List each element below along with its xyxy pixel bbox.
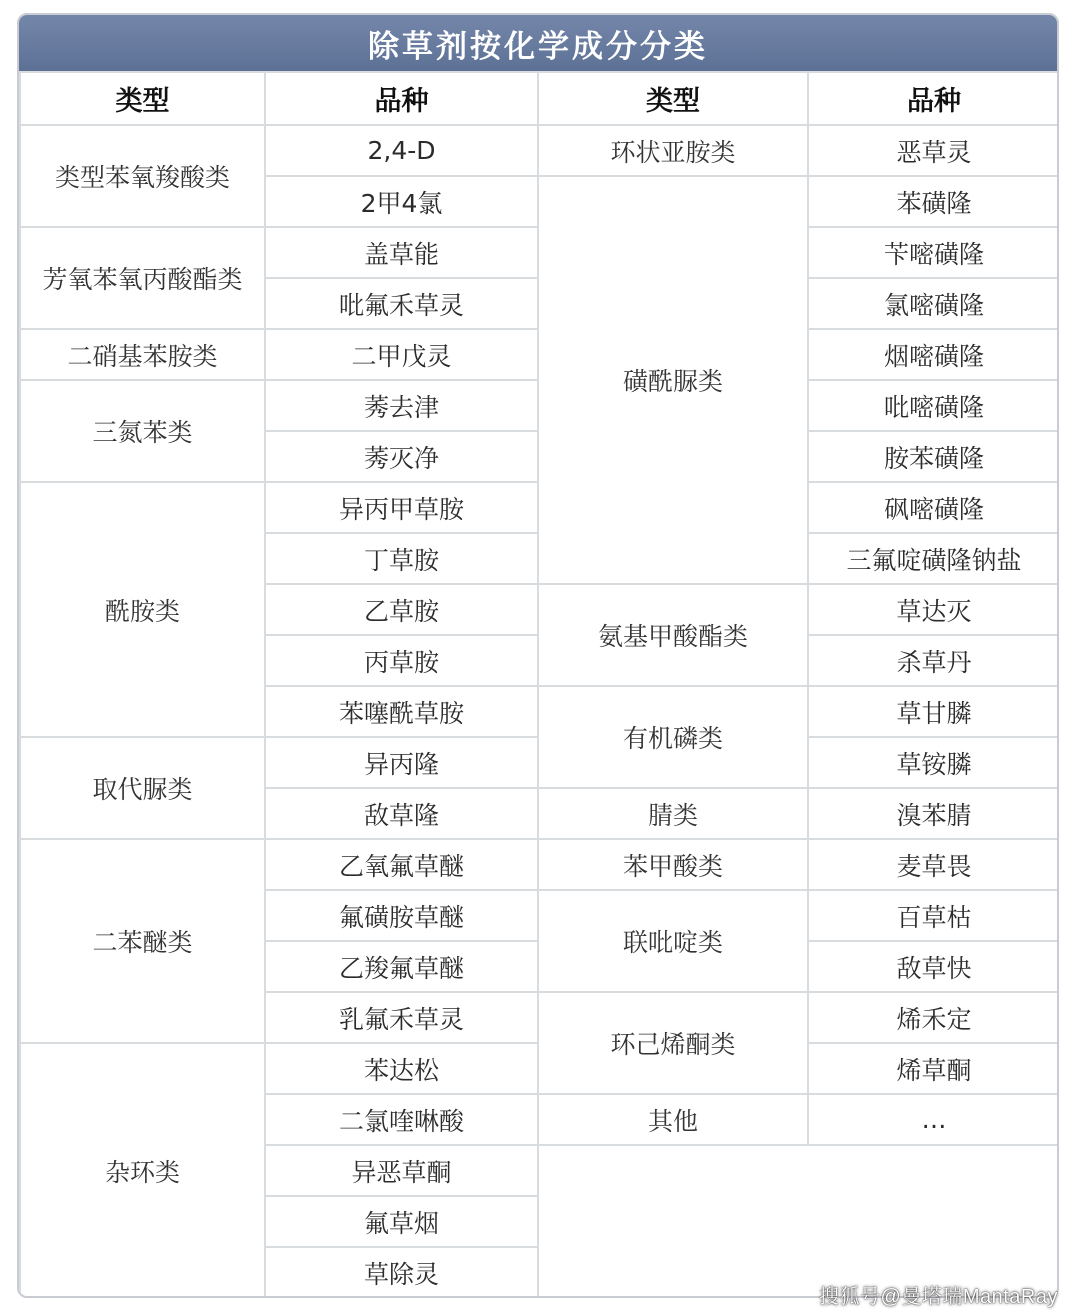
category-cell-right: 腈类 (538, 788, 808, 839)
variety-cell-right: 烟嘧磺隆 (808, 329, 1059, 380)
category-cell-left: 三氮苯类 (20, 380, 265, 482)
category-cell-left: 二苯醚类 (20, 839, 265, 1043)
variety-cell-left: 苯噻酰草胺 (265, 686, 538, 737)
variety-cell-right: 溴苯腈 (808, 788, 1059, 839)
header-variety-2: 品种 (808, 72, 1059, 125)
table-row (20, 839, 1059, 890)
variety-cell-left: 丁草胺 (265, 533, 538, 584)
variety-cell-left: 莠灭净 (265, 431, 538, 482)
variety-cell-right: 砜嘧磺隆 (808, 482, 1059, 533)
variety-cell-left: 氟磺胺草醚 (265, 890, 538, 941)
table-body (20, 125, 1059, 1298)
variety-cell-left: 盖草能 (265, 227, 538, 278)
variety-cell-right: 氯嘧磺隆 (808, 278, 1059, 329)
variety-cell-left: 乙草胺 (265, 584, 538, 635)
variety-cell-left: 莠去津 (265, 380, 538, 431)
category-cell-right: 联吡啶类 (538, 890, 808, 992)
variety-cell-left: 异恶草酮 (265, 1145, 538, 1196)
category-cell-left: 芳氧苯氧丙酸酯类 (20, 227, 265, 329)
category-cell-left: 酰胺类 (20, 482, 265, 737)
variety-cell-left: 氟草烟 (265, 1196, 538, 1247)
variety-cell-left: 苯达松 (265, 1043, 538, 1094)
variety-cell-right: 敌草快 (808, 941, 1059, 992)
variety-cell-right: 麦草畏 (808, 839, 1059, 890)
variety-cell-left: 2,4-D (265, 125, 538, 176)
category-cell-right: 环己烯酮类 (538, 992, 808, 1094)
variety-cell-right: 草铵膦 (808, 737, 1059, 788)
variety-cell-right: 苄嘧磺隆 (808, 227, 1059, 278)
table-row (20, 125, 1059, 176)
variety-cell-right: 恶草灵 (808, 125, 1059, 176)
variety-cell-right: 杀草丹 (808, 635, 1059, 686)
variety-cell-left: 异丙隆 (265, 737, 538, 788)
header-type-2: 类型 (538, 72, 808, 125)
category-cell-right: 其他 (538, 1094, 808, 1145)
category-cell-left: 杂环类 (20, 1043, 265, 1298)
variety-cell-right: 三氟啶磺隆钠盐 (808, 533, 1059, 584)
variety-cell-right: 草达灭 (808, 584, 1059, 635)
header-type-1: 类型 (20, 72, 265, 125)
variety-cell-left: 乳氟禾草灵 (265, 992, 538, 1043)
classification-table-card (17, 13, 1059, 1298)
variety-cell-left: 乙羧氟草醚 (265, 941, 538, 992)
herbicide-table (19, 71, 1059, 1298)
variety-cell-left: 吡氟禾草灵 (265, 278, 538, 329)
variety-cell-right: 胺苯磺隆 (808, 431, 1059, 482)
variety-cell-right: 百草枯 (808, 890, 1059, 941)
variety-cell-left: 2甲4氯 (265, 176, 538, 227)
variety-cell-right: 烯禾定 (808, 992, 1059, 1043)
category-cell-left: 取代脲类 (20, 737, 265, 839)
variety-cell-right: … (808, 1094, 1059, 1145)
variety-cell-right: 吡嘧磺隆 (808, 380, 1059, 431)
category-cell-right: 苯甲酸类 (538, 839, 808, 890)
variety-cell-left: 草除灵 (265, 1247, 538, 1298)
watermark: 搜狐号@曼塔瑞MantaRay (819, 1286, 1058, 1308)
variety-cell-left: 敌草隆 (265, 788, 538, 839)
variety-cell-left: 丙草胺 (265, 635, 538, 686)
variety-cell-right: 烯草酮 (808, 1043, 1059, 1094)
table-title: 除草剂按化学成分分类 (19, 15, 1057, 71)
category-cell-left: 二硝基苯胺类 (20, 329, 265, 380)
category-cell-right: 有机磷类 (538, 686, 808, 788)
variety-cell-left: 二氯喹啉酸 (265, 1094, 538, 1145)
variety-cell-left: 异丙甲草胺 (265, 482, 538, 533)
category-cell-right: 环状亚胺类 (538, 125, 808, 176)
variety-cell-left: 乙氧氟草醚 (265, 839, 538, 890)
variety-cell-right: 苯磺隆 (808, 176, 1059, 227)
header-row (20, 72, 1059, 125)
header-variety-1: 品种 (265, 72, 538, 125)
variety-cell-left: 二甲戊灵 (265, 329, 538, 380)
category-cell-right: 磺酰脲类 (538, 176, 808, 584)
category-cell-left: 类型苯氧羧酸类 (20, 125, 265, 227)
category-cell-right: 氨基甲酸酯类 (538, 584, 808, 686)
variety-cell-right: 草甘膦 (808, 686, 1059, 737)
